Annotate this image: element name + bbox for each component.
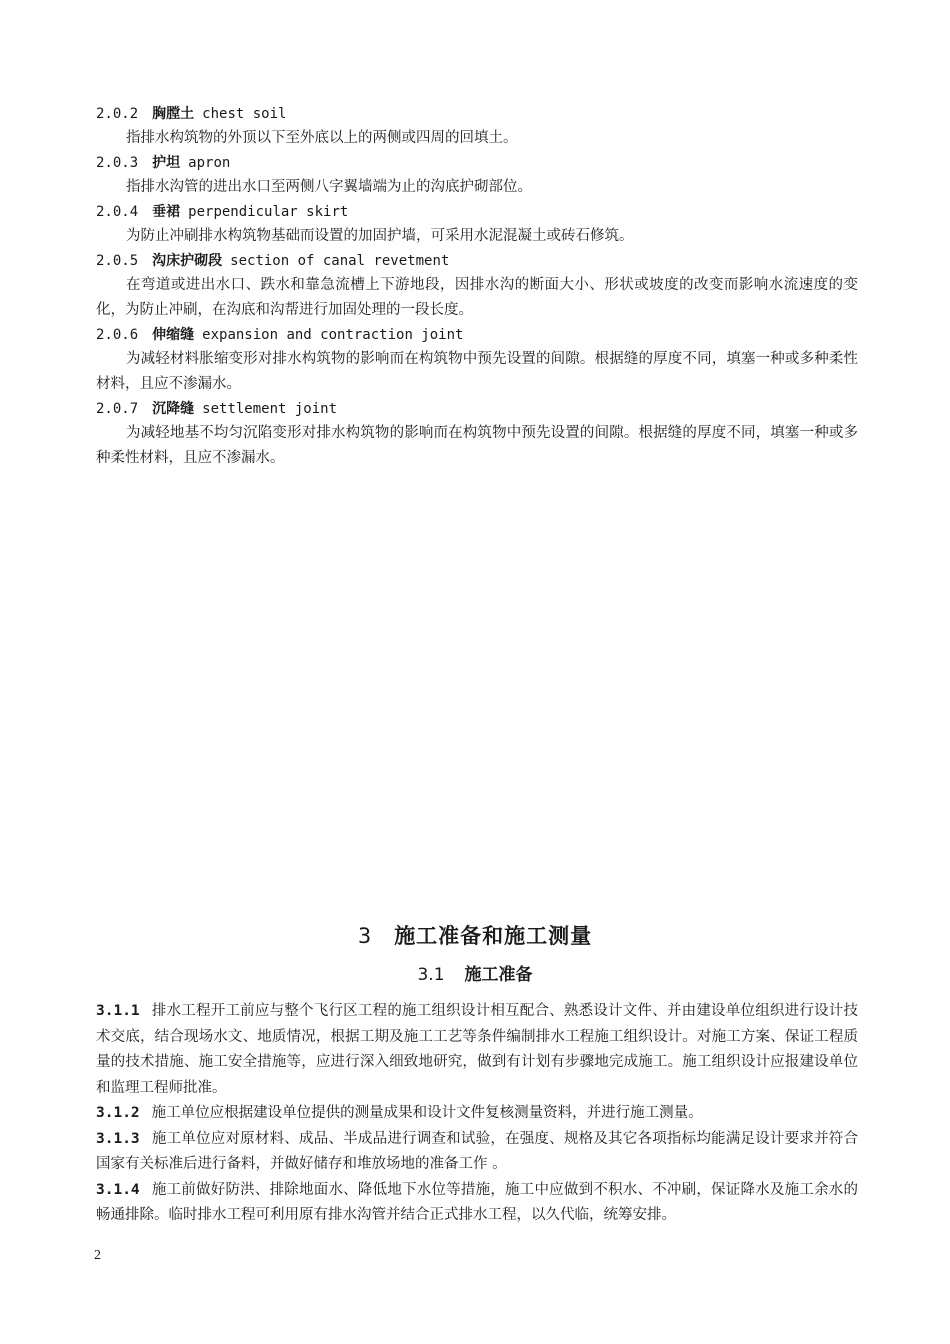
page-number: 2 [94,1248,101,1263]
definition-item [96,249,858,323]
definition-item [96,102,858,151]
clause-number: 3.1.1 [96,1003,140,1019]
definition-item [96,200,858,249]
clause-item [96,1127,858,1178]
definition-item [96,151,858,200]
term-english: perpendicular skirt [188,204,349,220]
chapter-title: 施工准备和施工测量 [394,924,593,948]
clause-item [96,1101,858,1127]
term-english: section of canal revetment [230,253,450,269]
term-number: 2.0.2 [96,106,139,122]
term-heading [96,323,858,347]
clause-text: 施工前做好防洪、排除地面水、降低地下水位等措施，施工中应做到不积水、不冲刷，保证降水及施工余水的畅通排除。临时排水工程可利用原有排水沟管并结合正式排水工程，以久代临，统筹安排。 [96,1181,858,1223]
clause-text: 施工单位应对原材料、成品、半成品进行调查和试验，在强度、规格及其它各项指标均能满足设计要求并符合国家有关标准后进行备料，并做好储存和堆放场地的准备工作 。 [96,1130,858,1172]
term-number: 2.0.7 [96,401,139,417]
term-heading [96,200,858,224]
definitions-list [96,102,858,471]
term-chinese: 沉降缝 [152,401,195,417]
clause-item [96,1178,858,1229]
term-english: apron [188,155,231,171]
definition-item [96,323,858,397]
term-number: 2.0.6 [96,327,139,343]
term-number: 2.0.3 [96,155,139,171]
term-english: settlement joint [202,401,338,417]
term-heading [96,397,858,421]
clause-text: 施工单位应根据建设单位提供的测量成果和设计文件复核测量资料，并进行施工测量。 [151,1105,703,1121]
term-definition: 为减轻材料胀缩变形对排水构筑物的影响而在构筑物中预先设置的间隙。根据缝的厚度不同，填塞一种或多种柔性材料，且应不渗漏水。 [96,351,858,392]
term-definition: 指排水构筑物的外顶以下至外底以上的两侧或四周的回填土。 [126,130,518,146]
term-heading [96,249,858,273]
section-number: 3.1 [417,965,445,985]
clause-number: 3.1.2 [96,1105,140,1121]
chapter-heading [0,920,950,950]
definition-item [96,397,858,471]
term-definition: 指排水沟管的进出水口至两侧八字翼墙端为止的沟底护砌部位。 [126,179,532,195]
term-number: 2.0.4 [96,204,139,220]
term-heading [96,151,858,175]
term-english: expansion and contraction joint [202,327,464,343]
term-definition: 为防止冲刷排水构筑物基础而设置的加固护墙，可采用水泥混凝土或砖石修筑。 [126,228,634,244]
term-definition: 在弯道或进出水口、跌水和靠急流槽上下游地段，因排水沟的断面大小、形状或坡度的改变而影响水流速度的变化，为防止冲刷，在沟底和沟帮进行加固处理的一段长度。 [96,277,858,318]
section-heading [0,960,950,985]
chapter-number: 3 [357,924,373,948]
term-chinese: 护坦 [152,155,181,171]
term-chinese: 胸膛土 [152,106,195,122]
term-chinese: 沟床护砌段 [152,253,223,269]
clause-item [96,999,858,1101]
clause-list [96,999,858,1229]
term-english: chest soil [202,106,287,122]
section-title: 施工准备 [464,965,533,985]
clause-number: 3.1.3 [96,1130,140,1147]
term-number: 2.0.5 [96,253,139,269]
term-chinese: 伸缩缝 [152,327,195,343]
term-chinese: 垂裙 [152,204,181,220]
term-heading [96,102,858,126]
clause-number: 3.1.4 [96,1181,140,1198]
clause-text: 排水工程开工前应与整个飞行区工程的施工组织设计相互配合、熟悉设计文件、并由建设单位组织进行设计技术交底，结合现场水文、地质情况，根据工期及施工工艺等条件编制排水工程施工组织设计。对施工方案、保证工程质量的技术措施、施工安全措施等，应进行深入细致地研究，做到有计划有步骤地完成施工。施工组织设计应报建设单位和监理工程师批准。 [96,1003,858,1096]
term-definition: 为减轻地基不均匀沉陷变形对排水构筑物的影响而在构筑物中预先设置的间隙。根据缝的厚度不同，填塞一种或多种柔性材料，且应不渗漏水。 [96,425,858,466]
